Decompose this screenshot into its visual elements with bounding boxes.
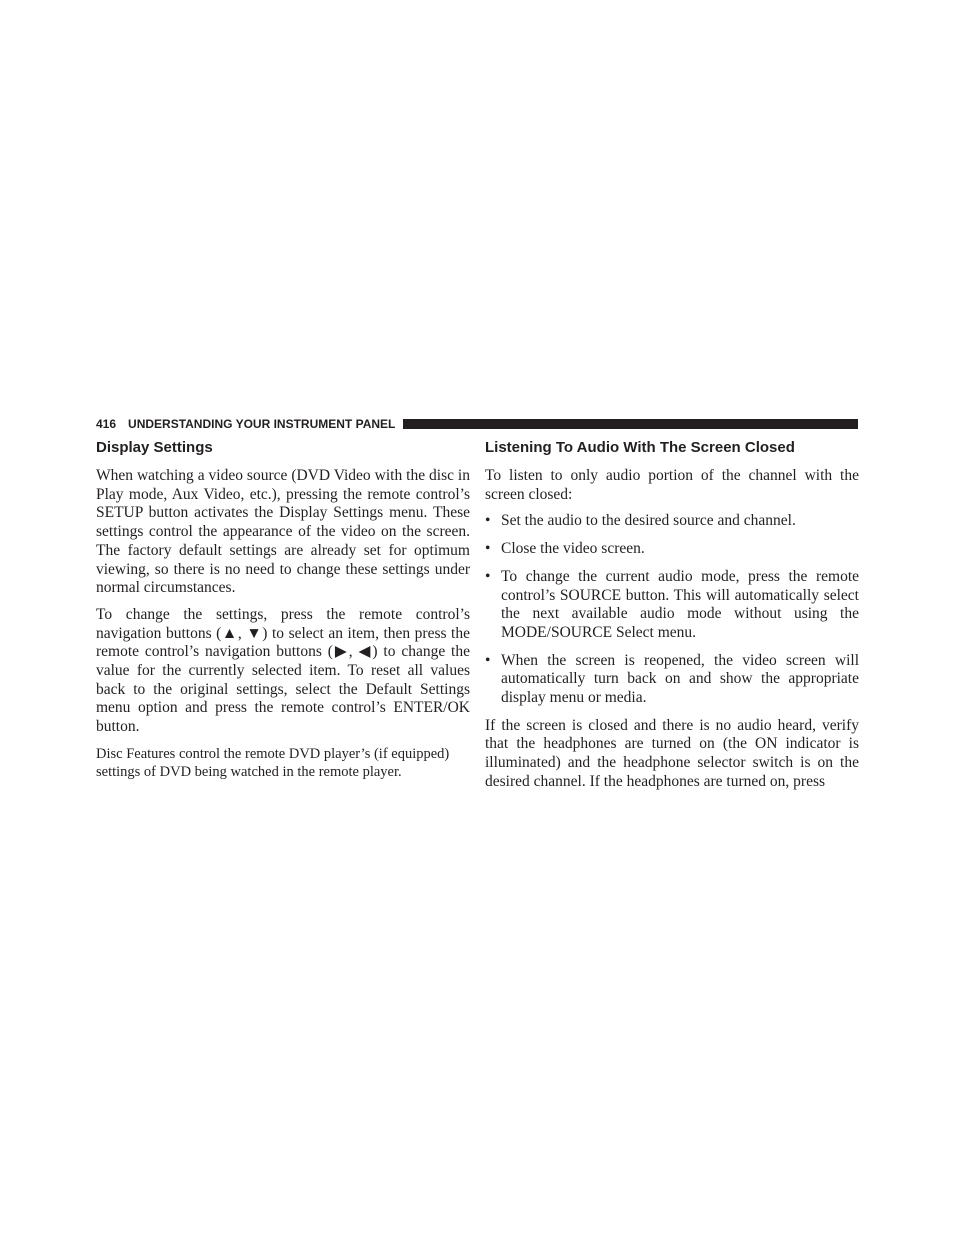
- paragraph-listening-intro: To listen to only audio portion of the channel with the screen closed:: [485, 467, 859, 503]
- section-title: UNDERSTANDING YOUR INSTRUMENT PANEL: [128, 417, 396, 431]
- list-item: [485, 568, 859, 643]
- header-rule: [403, 419, 858, 429]
- listening-audio-heading: Listening To Audio With The Screen Closed: [485, 439, 795, 456]
- paragraph-display-settings-intro: When watching a video source (DVD Video with the disc in Play mode, Aux Video, etc.), pressing the remote control’s SETUP button activates the Display Settings menu. These settings control the appearance of the video on the screen. The factory default settings are already set for optimum viewing, so there is no need to change these settings under normal circumstances.: [96, 467, 470, 597]
- display-settings-heading: Display Settings: [96, 439, 213, 456]
- paragraph-no-audio: If the screen is closed and there is no audio heard, verify that the headphones are turned on (the ON indicator is illuminated) and the headphone selector switch is on the desired channel. If the headphones are turned on, press: [485, 716, 859, 790]
- bullet-list: [485, 512, 859, 707]
- list-item: [485, 540, 859, 559]
- bullet-icon: •: [485, 540, 491, 558]
- list-item-text: To change the current audio mode, press the remote control’s SOURCE button. This will automatically select the next available audio mode without using the MODE/SOURCE Select menu.: [501, 567, 859, 641]
- page-number: 416: [96, 417, 117, 431]
- bullet-icon: •: [485, 567, 491, 585]
- list-item: [485, 652, 859, 708]
- paragraph-change-settings: To change the settings, press the remote control’s navigation buttons (▲, ▼) to select an item, then press the remote control’s navigation buttons (▶, ◀) to change the value for the currently selected item. To reset all values back to the original settings, select the Default Settings menu option and press the remote control’s ENTER/OK button.: [96, 605, 470, 736]
- list-item-text: When the screen is reopened, the video screen will automatically turn back on and show the appropriate display menu or media.: [501, 651, 859, 707]
- page-header: [96, 417, 858, 431]
- list-item: [485, 512, 859, 531]
- left-column: [96, 438, 470, 790]
- right-column: [485, 438, 859, 800]
- bullet-icon: •: [485, 512, 491, 530]
- list-item-text: Set the audio to the desired source and channel.: [501, 512, 796, 530]
- list-item-text: Close the video screen.: [501, 540, 645, 558]
- bullet-icon: •: [485, 651, 491, 669]
- paragraph-disc-features: Disc Features control the remote DVD player’s (if equipped) settings of DVD being watched in the remote player.: [96, 745, 450, 781]
